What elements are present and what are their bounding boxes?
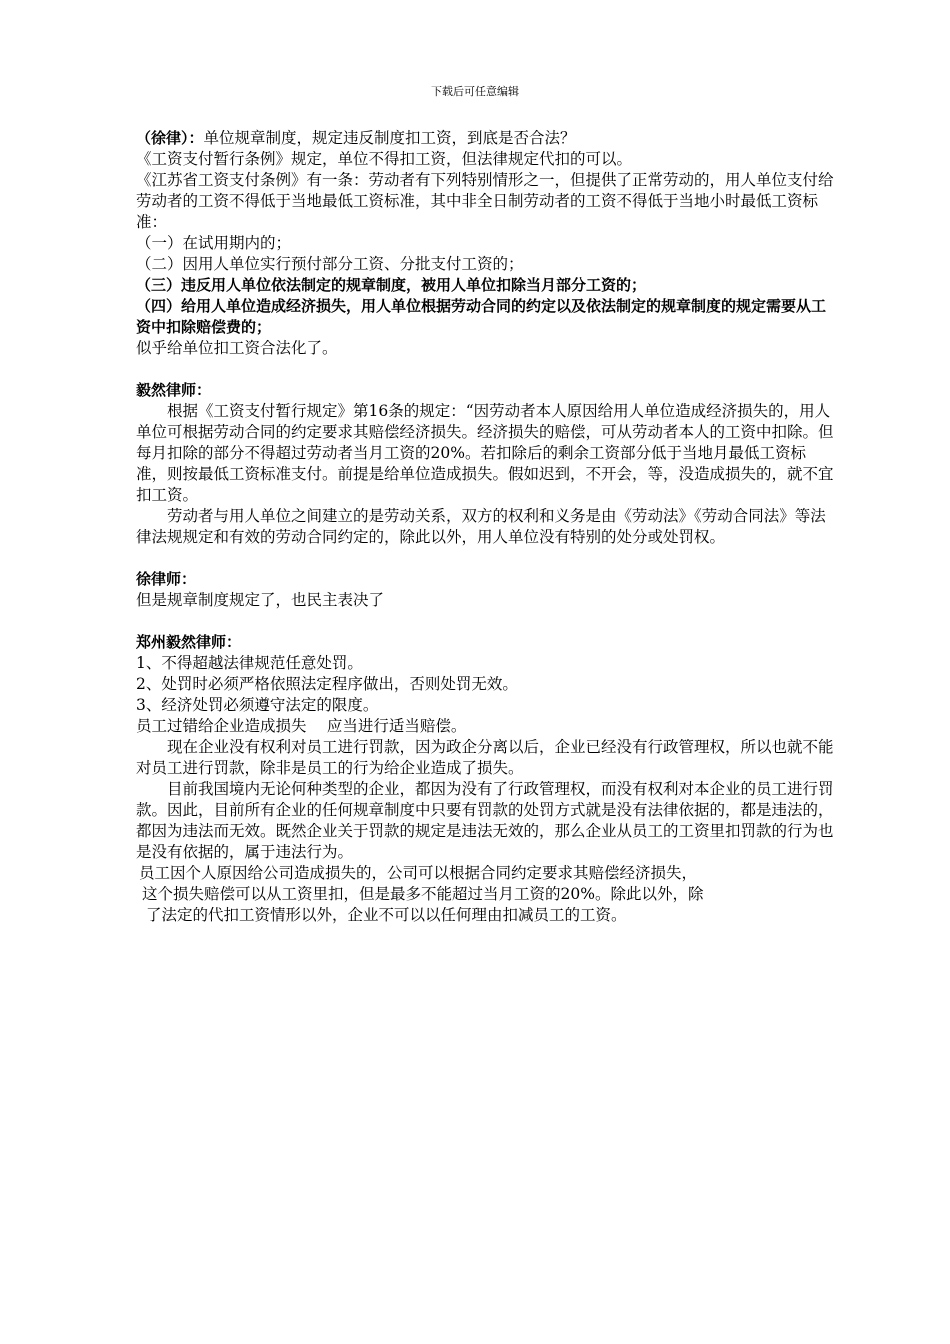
list-item: （二）因用人单位实行预付部分工资、分批支付工资的； bbox=[136, 255, 524, 273]
list-item: 1、不得超越法律规范任意处罚。 bbox=[136, 654, 363, 672]
document-body bbox=[136, 128, 836, 926]
list-item: （一）在试用期内的； bbox=[136, 234, 292, 252]
answer-paragraph: 目前我国境内无论何种类型的企业，都因为没有了行政管理权，而没有权利对本企业的员工进行罚款。因此，目前所有企业的任何规章制度中只要有罚款的处罚方式就是没有法律依据的，都是违法的，都因为违法而无效。既然企业关于罚款的规定是违法无效的，那么企业从员工的工资里扣罚款的行为也是没有依据的，属于违法行为。 bbox=[136, 780, 834, 861]
question-2-text: 但是规章制度规定了，也民主表决了 bbox=[136, 591, 385, 609]
regulation-line: 《工资支付暂行条例》规定，单位不得扣工资，但法律规定代扣的可以。 bbox=[136, 150, 633, 168]
speaker-label: 徐律师： bbox=[136, 570, 197, 588]
answer-summary: 员工过错给企业造成损失 应当进行适当赔偿。 bbox=[136, 717, 467, 735]
question-1-text: 单位规章制度，规定违反制度扣工资，到底是否合法？ bbox=[203, 129, 576, 147]
answer-tail-line: 这个损失赔偿可以从工资里扣，但是最多不能超过当月工资的20%。除此以外，除 bbox=[142, 885, 704, 903]
question-1-prefix: （徐律）： bbox=[136, 129, 204, 147]
speaker-label: 毅然律师： bbox=[136, 381, 212, 399]
list-item-bold: （三）违反用人单位依法制定的规章制度，被用人单位扣除当月部分工资的； bbox=[136, 276, 647, 294]
list-item: 3、经济处罚必须遵守法定的限度。 bbox=[136, 696, 379, 714]
answer-tail-line: 了法定的代扣工资情形以外，企业不可以以任何理由扣减员工的工资。 bbox=[146, 906, 627, 924]
answer-tail-line: 员工因个人原因给公司造成损失的，公司可以根据合同约定要求其赔偿经济损失， bbox=[139, 864, 698, 882]
question-1-conclusion: 似乎给单位扣工资合法化了。 bbox=[136, 339, 338, 357]
regulation-line: 《江苏省工资支付条例》有一条：劳动者有下列特别情形之一，但提供了正常劳动的，用人单位支付给劳动者的工资不得低于当地最低工资标准，其中非全日制劳动者的工资不得低于当地小时最低工资标准： bbox=[136, 171, 834, 231]
answer-paragraph: 劳动者与用人单位之间建立的是劳动关系，双方的权利和义务是由《劳动法》《劳动合同法》等法律法规规定和有效的劳动合同约定的，除此以外，用人单位没有特别的处分或处罚权。 bbox=[136, 507, 826, 546]
answer-paragraph: 根据《工资支付暂行规定》第16条的规定：“因劳动者本人原因给用人单位造成经济损失的，用人单位可根据劳动合同的约定要求其赔偿经济损失。经济损失的赔偿，可从劳动者本人的工资中扣除。但每月扣除的部分不得超过劳动者当月工资的20%。若扣除后的剩余工资部分低于当地月最低工资标准，则按最低工资标准支付。前提是给单位造成损失。假如迟到，不开会，等，没造成损失的，就不宜扣工资。 bbox=[136, 402, 834, 504]
question-1 bbox=[136, 128, 836, 149]
page-header: 下载后可任意编辑 bbox=[431, 85, 519, 98]
answer-paragraph: 现在企业没有权利对员工进行罚款，因为政企分离以后，企业已经没有行政管理权，所以也就不能对员工进行罚款，除非是员工的行为给企业造成了损失。 bbox=[136, 738, 834, 777]
list-item: 2、处罚时必须严格依照法定程序做出，否则处罚无效。 bbox=[136, 675, 518, 693]
speaker-label: 郑州毅然律师： bbox=[136, 633, 242, 651]
list-item-bold: （四）给用人单位造成经济损失，用人单位根据劳动合同的约定以及依法制定的规章制度的规定需要从工资中扣除赔偿费的； bbox=[136, 297, 827, 336]
